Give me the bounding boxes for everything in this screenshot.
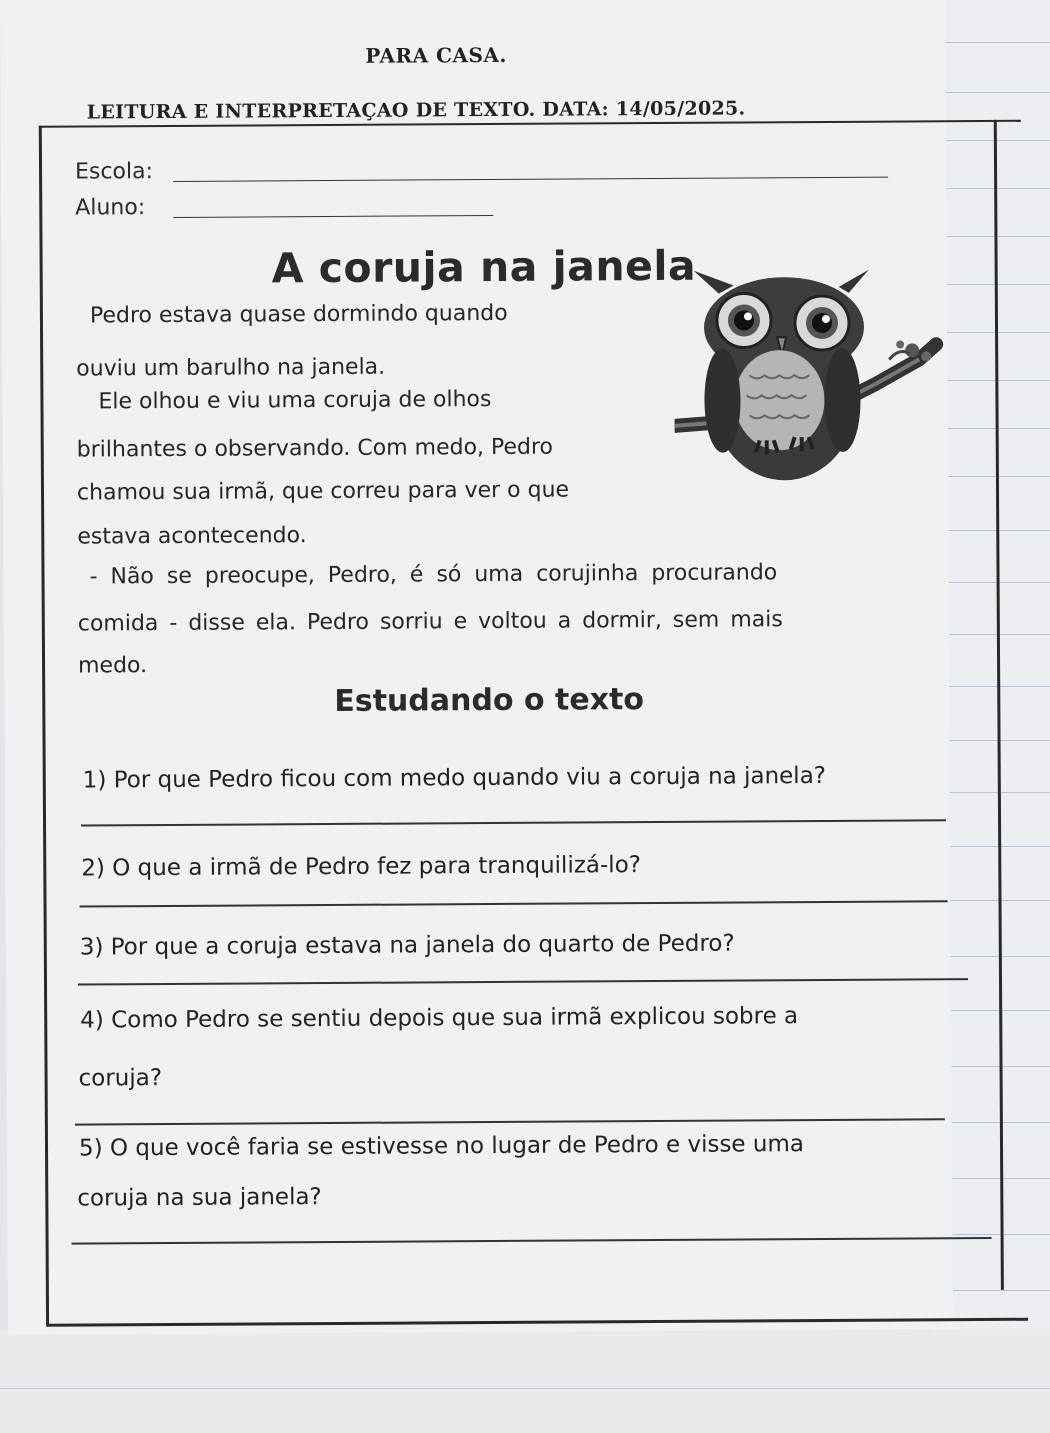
story-line-2: ouviu um barulho na janela. [76,354,386,382]
story-line-3: Ele olhou e viu uma coruja de olhos [98,387,492,415]
story-line-4: brilhantes o observando. Com medo, Pedro [76,434,554,463]
story-line-9: medo. [77,653,148,679]
story-line-5: chamou sua irmã, que correu para ver o que [76,477,570,506]
school-label: Escola: [74,159,154,185]
question-1: 1) Por que Pedro ficou com medo quando viu a coruja na janela? [82,762,827,794]
question-3: 3) Por que a coruja estava na janela do quarto de Pedro? [79,930,735,961]
question-4: 4) Como Pedro se sentiu depois que sua irmã explicou sobre a [80,1003,799,1034]
story-line-1: Pedro estava quase dormindo quando [89,300,508,329]
owl-on-branch-icon [674,264,945,496]
header-homework: PARA CASA. [365,42,507,68]
story-line-6: estava acontecendo. [77,523,307,550]
header-subject-date: LEITURA E INTERPRETAÇAO DE TEXTO. DATA: 14/05/2025. [86,97,746,124]
question-2: 2) O que a irmã de Pedro fez para tranquilizá-lo? [81,852,642,882]
study-title: Estudando o texto [334,682,645,719]
story-line-7: - Não se preocupe, Pedro, é só uma corujinha procurando [89,560,778,590]
question-5-continued: coruja na sua janela? [77,1184,322,1212]
question-5: 5) O que você faria se estivesse no lugar de Pedro e visse uma [78,1131,805,1162]
question-4-continued: coruja? [78,1065,163,1092]
bottom-paper-background [0,1330,1050,1433]
story-line-8: comida - disse ela. Pedro sorriu e voltou a dormir, sem mais [77,607,783,637]
story-title: A coruja na janela [271,241,697,293]
student-label: Aluno: [75,195,146,221]
